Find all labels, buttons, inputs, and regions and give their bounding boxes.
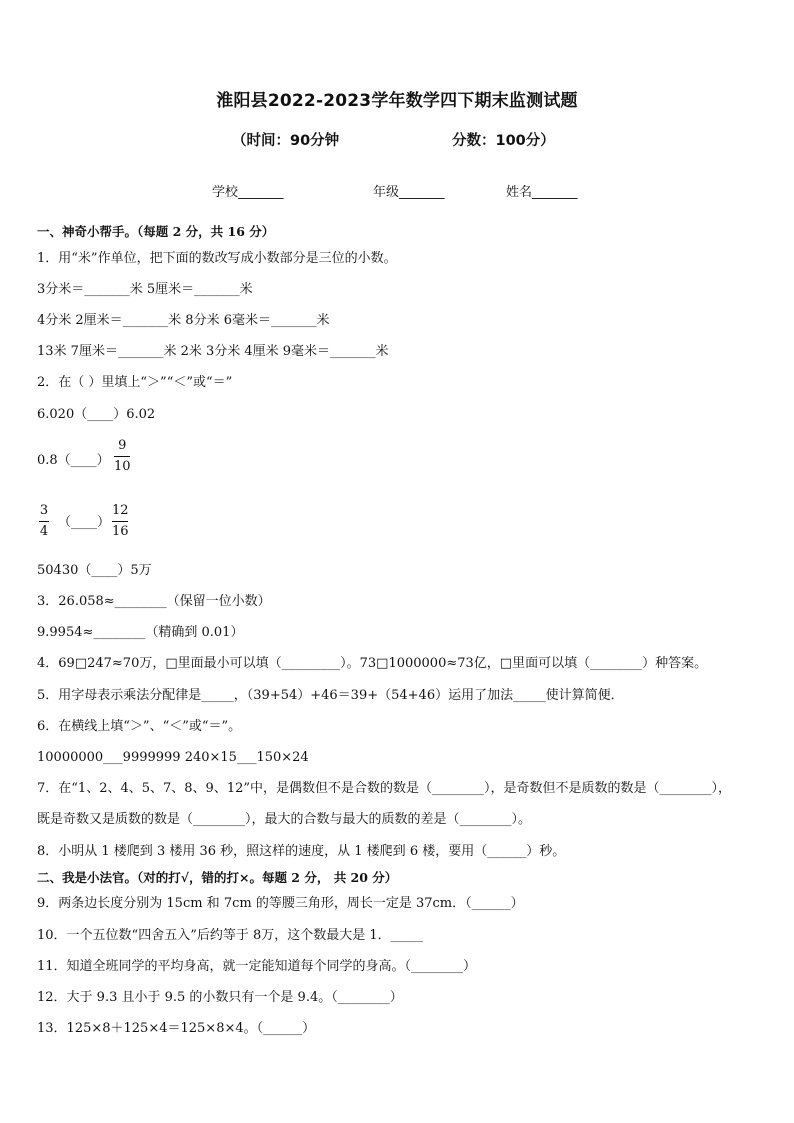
name-field: 姓名_______ (506, 185, 578, 200)
question-4: 4．69□247≈70万，□里面最小可以填（_________）。73□1000000≈73亿，□里面可以填（________）种答案。 (37, 656, 708, 671)
exam-score: 分数：100分） (452, 133, 555, 149)
fraction-bar (39, 521, 49, 522)
question-1-row-1: 3分米＝_______米 5厘米＝_______米 (37, 282, 253, 297)
question-12: 12．大于 9.3 且小于 9.5 的小数只有一个是 9.4。（________） (37, 990, 403, 1005)
question-10: 10．一个五位数“四舍五入”后约等于 8万，这个数最大是 1．_____ (37, 928, 424, 943)
fraction-numerator: 9 (118, 438, 127, 453)
exam-title: 淮阳县2022-2023学年数学四下期末监测试题 (216, 91, 578, 111)
question-9: 9．两条边长度分别为 15cm 和 7cm 的等腰三角形，周长一定是 37cm．（______） (37, 896, 524, 911)
question-5: 5．用字母表示乘法分配律是_____，（39+54）+46＝39+（54+46）运用了加法_____使计算简便． (37, 688, 624, 703)
question-2-item-b-left: 0.8（____） (37, 453, 110, 468)
question-2-stem: 2．在（ ）里填上“＞”“＜”或“＝” (37, 375, 233, 390)
question-8: 8．小明从 1 楼爬到 3 楼用 36 秒，照这样的速度，从 1 楼爬到 6 楼，要用（______）秒。 (37, 844, 566, 859)
question-13: 13．125×8＋125×4＝125×8×4。（______） (37, 1021, 316, 1036)
fraction-9-10 (114, 438, 131, 474)
question-6-row: 10000000___9999999 240×15___150×24 (37, 750, 309, 765)
fraction-denominator: 16 (112, 524, 129, 539)
question-1-stem: 1．用“米”作单位，把下面的数改写成小数部分是三位的小数。 (37, 251, 397, 266)
section-1-heading: 一、神奇小帮手。（每题 2 分，共 16 分） (37, 224, 275, 239)
section-2-heading: 二、我是小法官。（对的打√，错的打×。每题 2 分， 共 20 分） (37, 870, 398, 885)
fraction-3-4 (39, 503, 49, 539)
school-field: 学校_______ (212, 185, 284, 200)
fraction-denominator: 4 (39, 524, 49, 539)
fraction-numerator: 12 (112, 503, 129, 518)
fraction-denominator: 10 (114, 459, 131, 474)
question-6-stem: 6．在横线上填“＞”、“＜”或“＝”。 (37, 719, 242, 734)
question-2-item-d: 50430（____）5万 (37, 563, 152, 578)
exam-time: （时间：90分钟 (232, 133, 340, 149)
grade-field: 年级_______ (373, 185, 445, 200)
question-3-item-a: 3．26.058≈________（保留一位小数） (37, 594, 271, 609)
fraction-12-16 (112, 503, 129, 539)
question-1-row-3: 13米 7厘米＝_______米 2米 3分米 4厘米 9毫米＝_______米 (37, 344, 389, 359)
fraction-bar (114, 456, 130, 457)
question-2-item-c-mid: （____） (58, 515, 111, 530)
fraction-numerator: 3 (39, 503, 49, 518)
question-7-line-2: 既是奇数又是质数的数是（________），最大的合数与最大的质数的差是（________）。 (37, 812, 532, 827)
question-7-line-1: 7．在“1、2、4、5、7、8、9、12”中，是偶数但不是合数的数是（________），是奇数但不是质数的数是（________）， (37, 781, 732, 796)
question-2-item-a: 6.020（____）6.02 (37, 407, 156, 422)
question-11: 11．知道全班同学的平均身高，就一定能知道每个同学的身高。（________） (37, 959, 477, 974)
fraction-bar (112, 521, 128, 522)
question-1-row-2: 4分米 2厘米＝_______米 8分米 6毫米＝_______米 (37, 313, 330, 328)
question-3-item-b: 9.9954≈________（精确到 0.01） (37, 625, 244, 640)
